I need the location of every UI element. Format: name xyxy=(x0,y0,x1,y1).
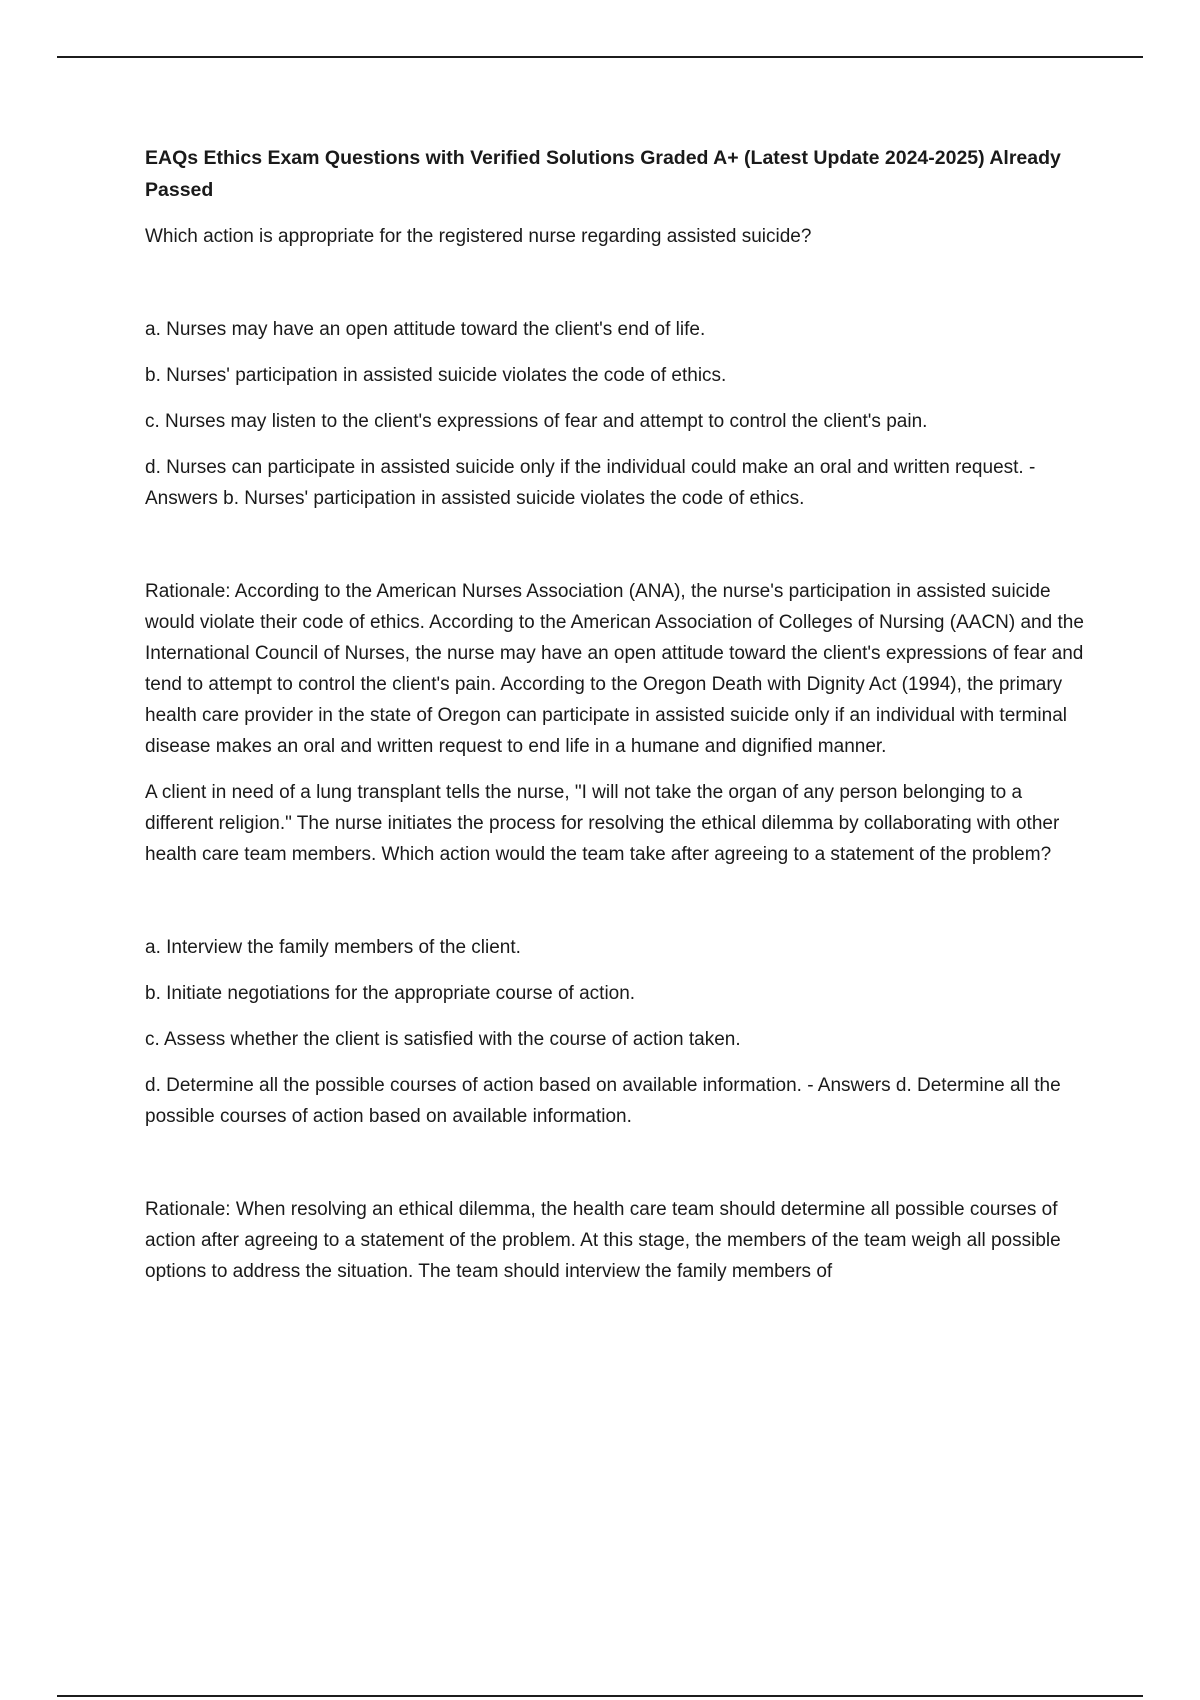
question-1-rationale: Rationale: According to the American Nurses Association (ANA), the nurse's participation in assisted suicide would violate their code of ethics. According to the American Association of Colleges of Nursing (AACN) and the International Council of Nurses, the nurse may have an open attitude toward the client's expressions of fear and tend to attempt to control the client's pain. According to the Oregon Death with Dignity Act (1994), the primary health care provider in the state of Oregon can participate in assisted suicide only if an individual with terminal disease makes an oral and written request to end life in a humane and dignified manner. xyxy=(145,581,1084,757)
question-1-option-c: c. Nurses may listen to the client's expressions of fear and attempt to control the client's pain. xyxy=(145,411,928,432)
question-2-rationale: Rationale: When resolving an ethical dilemma, the health care team should determine all possible courses of action after agreeing to a statement of the problem. At this stage, the members of the team weigh all possible options to address the situation. The team should interview the family members of xyxy=(145,1199,1061,1282)
footer-rule xyxy=(57,1695,1143,1697)
question-2-option-b: b. Initiate negotiations for the appropriate course of action. xyxy=(145,983,636,1004)
question-1-option-b: b. Nurses' participation in assisted suicide violates the code of ethics. xyxy=(145,365,727,386)
question-1-option-d-answer: d. Nurses can participate in assisted suicide only if the individual could make an oral and written request. - Answers b. Nurses' participation in assisted suicide violates the code of ethics. xyxy=(145,457,1036,509)
question-2-option-d-answer: d. Determine all the possible courses of action based on available information. - Answers d. Determine all the possible courses of action based on available information. xyxy=(145,1075,1061,1127)
question-2: A client in need of a lung transplant tells the nurse, "I will not take the organ of any person belonging to a different religion." The nurse initiates the process for resolving the ethical dilemma by collaborating with other health care team members. Which action would the team take after agreeing to a statement of the problem? xyxy=(145,782,1060,865)
document-body xyxy=(145,142,1095,1287)
document-title: EAQs Ethics Exam Questions with Verified Solutions Graded A+ (Latest Update 2024-2025) Already Passed xyxy=(145,147,1061,201)
question-2-option-a: a. Interview the family members of the client. xyxy=(145,937,521,958)
question-1: Which action is appropriate for the registered nurse regarding assisted suicide? xyxy=(145,226,812,247)
header-rule xyxy=(57,56,1143,58)
question-1-option-a: a. Nurses may have an open attitude toward the client's end of life. xyxy=(145,319,706,340)
question-2-option-c: c. Assess whether the client is satisfied with the course of action taken. xyxy=(145,1029,741,1050)
